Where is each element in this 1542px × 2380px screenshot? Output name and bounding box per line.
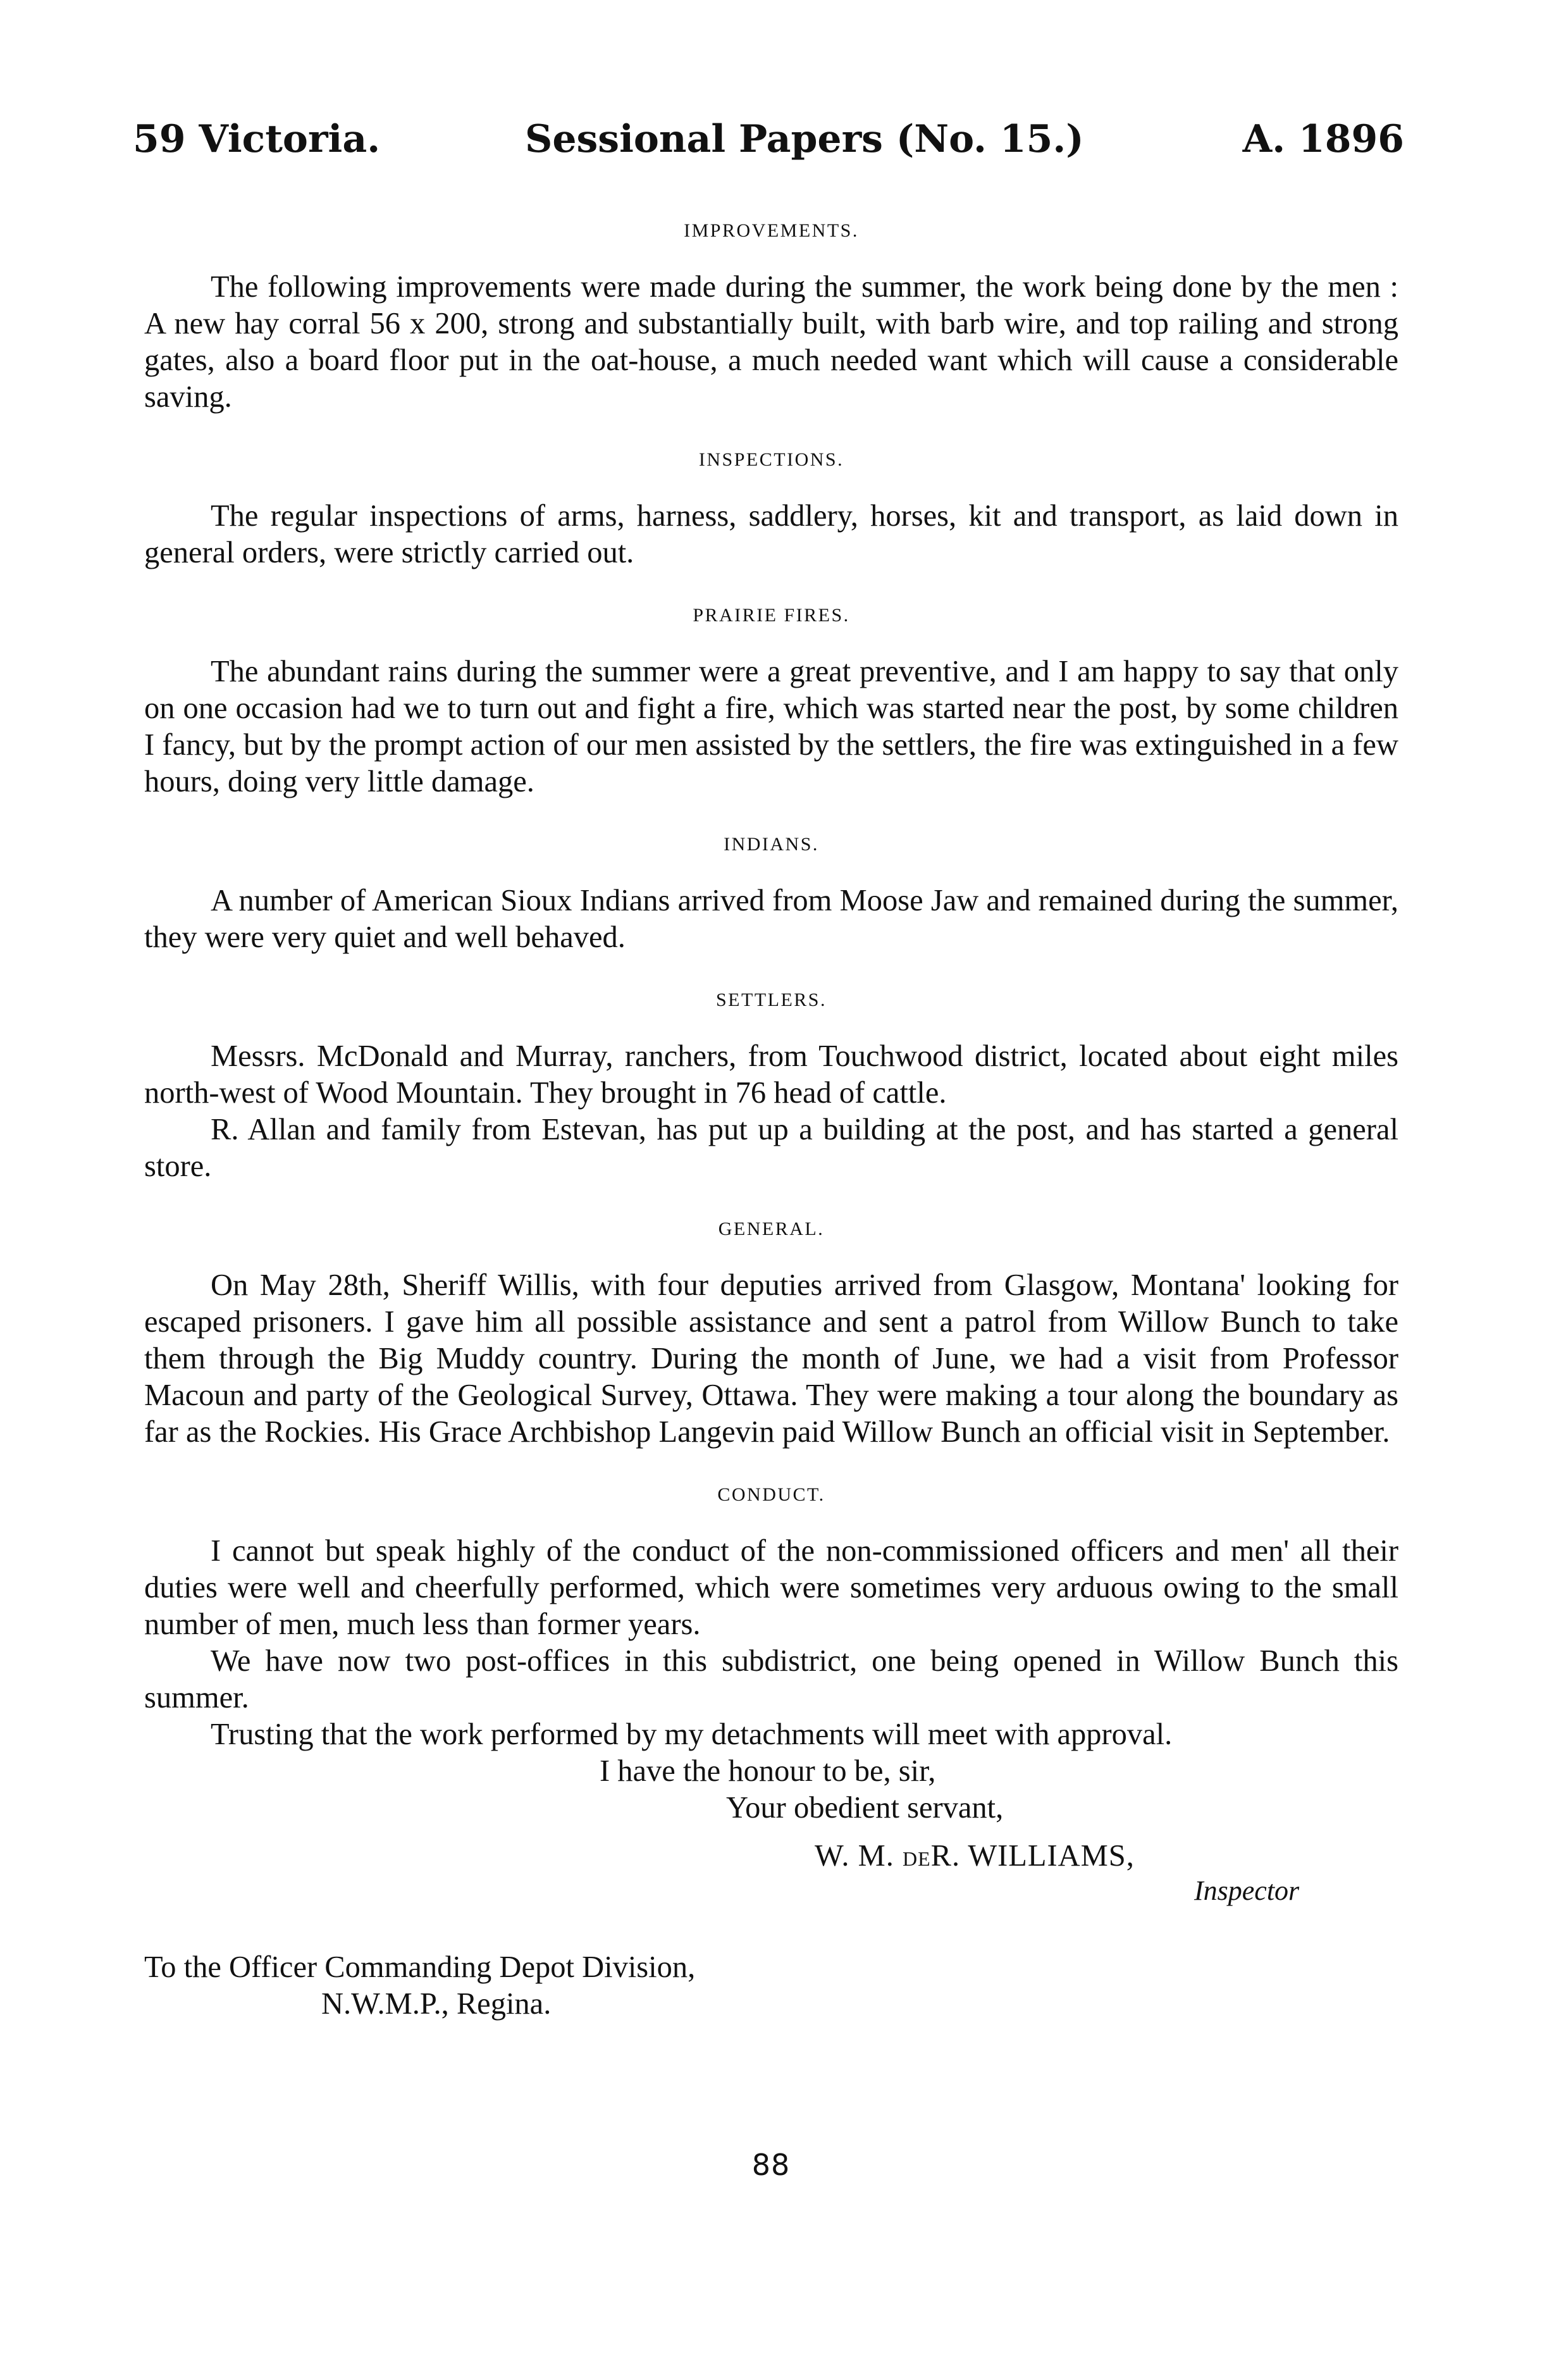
section-title: CONDUCT.: [717, 1484, 825, 1505]
section-title: IMPROVEMENTS.: [684, 220, 859, 241]
signature-name: [815, 1838, 1398, 1877]
signature-honour-line: I have the honour to be, sir,: [600, 1754, 936, 1788]
paragraph: Trusting that the work performed by my detachments will meet with approval.: [211, 1718, 1173, 1751]
signature-surname: R. WILLIAMS,: [930, 1839, 1135, 1873]
addressee-block: [144, 1949, 1398, 2023]
signature-initials: W. M.: [815, 1839, 894, 1873]
addressee-line: N.W.M.P., Regina.: [321, 1987, 552, 2021]
signature-servant-line: Your obedient servant,: [726, 1791, 1004, 1825]
section-indians: [144, 832, 1398, 956]
addressee-line: To the Officer Commanding Depot Division,: [144, 1950, 696, 1984]
section-conduct: [144, 1482, 1398, 1753]
paragraph: We have now two post-offices in this subdistrict, one being opened in Willow Bunch this summer.: [144, 1644, 1398, 1714]
paragraph: I cannot but speak highly of the conduct of the non-commissioned officers and men' all their duties were well and cheerfully performed, which were sometimes very arduous owing to the small number of men, much less than former years.: [144, 1534, 1398, 1641]
paragraph: A number of American Sioux Indians arrived from Moose Jaw and remained during the summer, they were very quiet and well behaved.: [144, 884, 1398, 954]
paragraph: The following improvements were made during the summer, the work being done by the men : A new hay corral 56 x 200, strong and substantially built, with barb wire, and top railing and strong gates, also a board floor put in the oat-house, a much needed want which will cause a considerable saving.: [144, 270, 1398, 414]
header-volume: 59 Victoria.: [133, 117, 381, 161]
page-header: [133, 117, 1404, 174]
section-title: INDIANS.: [724, 834, 819, 855]
section-settlers: [144, 988, 1398, 1185]
section-improvements: [144, 218, 1398, 416]
signature-title: Inspector: [1194, 1875, 1300, 1906]
section-inspections: [144, 447, 1398, 571]
report-body: [144, 218, 1398, 2023]
section-prairie-fires: [144, 603, 1398, 800]
section-title: GENERAL.: [718, 1218, 825, 1239]
paragraph: The abundant rains during the summer were a great preventive, and I am happy to say that only on one occasion had we to turn out and fight a fire, which was started near the post, by some children I fancy, but by the prompt action of our men assisted by the settlers, the fire was extinguished in a few hours, doing very little damage.: [144, 655, 1398, 798]
signature-particle: DE: [902, 1847, 931, 1870]
header-sessional-papers: Sessional Papers (No. 15.): [525, 117, 1084, 161]
paragraph: Messrs. McDonald and Murray, ranchers, from Touchwood district, located about eight miles north-west of Wood Mountain. They brought in 76 head of cattle.: [144, 1039, 1398, 1110]
section-title: SETTLERS.: [715, 989, 827, 1010]
paragraph: On May 28th, Sheriff Willis, with four deputies arrived from Glasgow, Montana' looking for escaped prisoners. I gave him all possible assistance and sent a patrol from Willow Bunch to take them through the Big Muddy country. During the month of June, we had a visit from Professor Macoun and party of the Geological Survey, Ottawa. They were making a tour along the boundary as far as the Rockies. His Grace Archbishop Langevin paid Willow Bunch an official visit in September.: [144, 1268, 1398, 1449]
page-number: 88: [751, 2148, 791, 2182]
header-year: A. 1896: [1242, 117, 1404, 161]
section-general: [144, 1217, 1398, 1451]
section-title: INSPECTIONS.: [698, 449, 844, 470]
signature-block: [144, 1753, 1398, 1905]
section-title: PRAIRIE FIRES.: [693, 605, 850, 626]
paragraph: The regular inspections of arms, harness, saddlery, horses, kit and transport, as laid down in general orders, were strictly carried out.: [144, 499, 1398, 569]
paragraph: R. Allan and family from Estevan, has put up a building at the post, and has started a general store.: [144, 1113, 1398, 1183]
